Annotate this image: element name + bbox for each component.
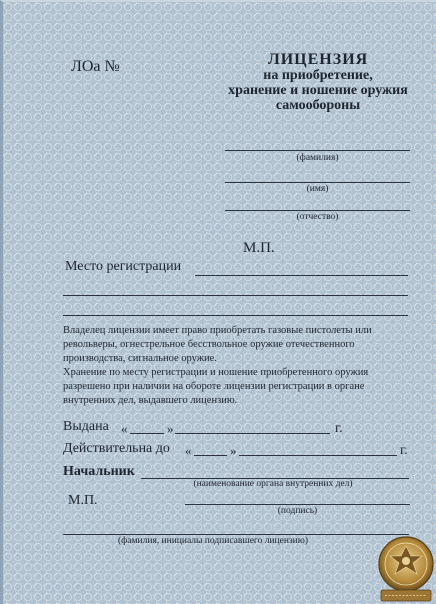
signature-caption: (подпись) <box>277 506 318 516</box>
chief-org-caption: (наименование органа внутренних дел) <box>193 479 353 489</box>
registration-field-3[interactable] <box>63 315 408 316</box>
license-subtitle-line-3: самообороны <box>275 98 361 113</box>
chief-name-field[interactable] <box>63 534 409 535</box>
issued-open-quote: « <box>121 421 128 436</box>
registration-field-2[interactable] <box>63 295 408 296</box>
valid-until-day-field[interactable] <box>194 455 227 456</box>
issued-year-suffix: г. <box>335 421 343 436</box>
series-number-label: ЛОа № <box>71 58 120 75</box>
surname-caption: (фамилия) <box>296 153 339 163</box>
seal-emblem-icon <box>375 534 436 604</box>
patronymic-field[interactable] <box>225 210 410 211</box>
stamp-place-label-2: М.П. <box>68 493 98 508</box>
storage-paragraph: Хранение по месту регистрации и ношение приобретенного оружия разрешено при наличии на обороте лицензии регистрации в органе внутренних дел, выдавшего лицензию. <box>63 367 369 406</box>
rights-paragraph: Владелец лицензии имеет право приобретать газовые пистолеты или револьверы, огнестрельное бесствольное оружие отечественного производства, сигнальное оружие. <box>63 325 372 364</box>
valid-until-year-suffix: г. <box>400 443 408 458</box>
license-subtitle-line-1: на приобретение, <box>263 68 373 83</box>
surname-field[interactable] <box>225 150 410 151</box>
valid-until-month-year-field[interactable] <box>239 455 397 456</box>
license-subtitle-line-2: хранение и ношение оружия <box>228 83 408 98</box>
patronymic-caption: (отчество) <box>296 212 339 222</box>
valid-until-label: Действительна до <box>63 441 170 456</box>
chief-name-caption: (фамилия, инициалы подписавшего лицензию) <box>117 536 308 546</box>
license-title-block <box>203 52 433 113</box>
stamp-place-label: М.П. <box>243 240 275 256</box>
registration-label: Место регистрации <box>65 259 182 274</box>
license-title: ЛИЦЕНЗИЯ <box>267 51 369 68</box>
issued-label: Выдана <box>63 419 109 434</box>
issued-month-year-field[interactable] <box>175 433 330 434</box>
signature-field[interactable] <box>185 504 410 505</box>
valid-until-open-quote: « <box>185 443 192 458</box>
registration-field-1[interactable] <box>195 275 408 276</box>
valid-until-close-quote: » <box>230 443 237 458</box>
name-caption: (имя) <box>306 184 329 194</box>
issued-close-quote: » <box>167 421 174 436</box>
chief-label: Начальник <box>63 464 135 479</box>
issued-day-field[interactable] <box>130 433 164 434</box>
name-field[interactable] <box>225 182 410 183</box>
